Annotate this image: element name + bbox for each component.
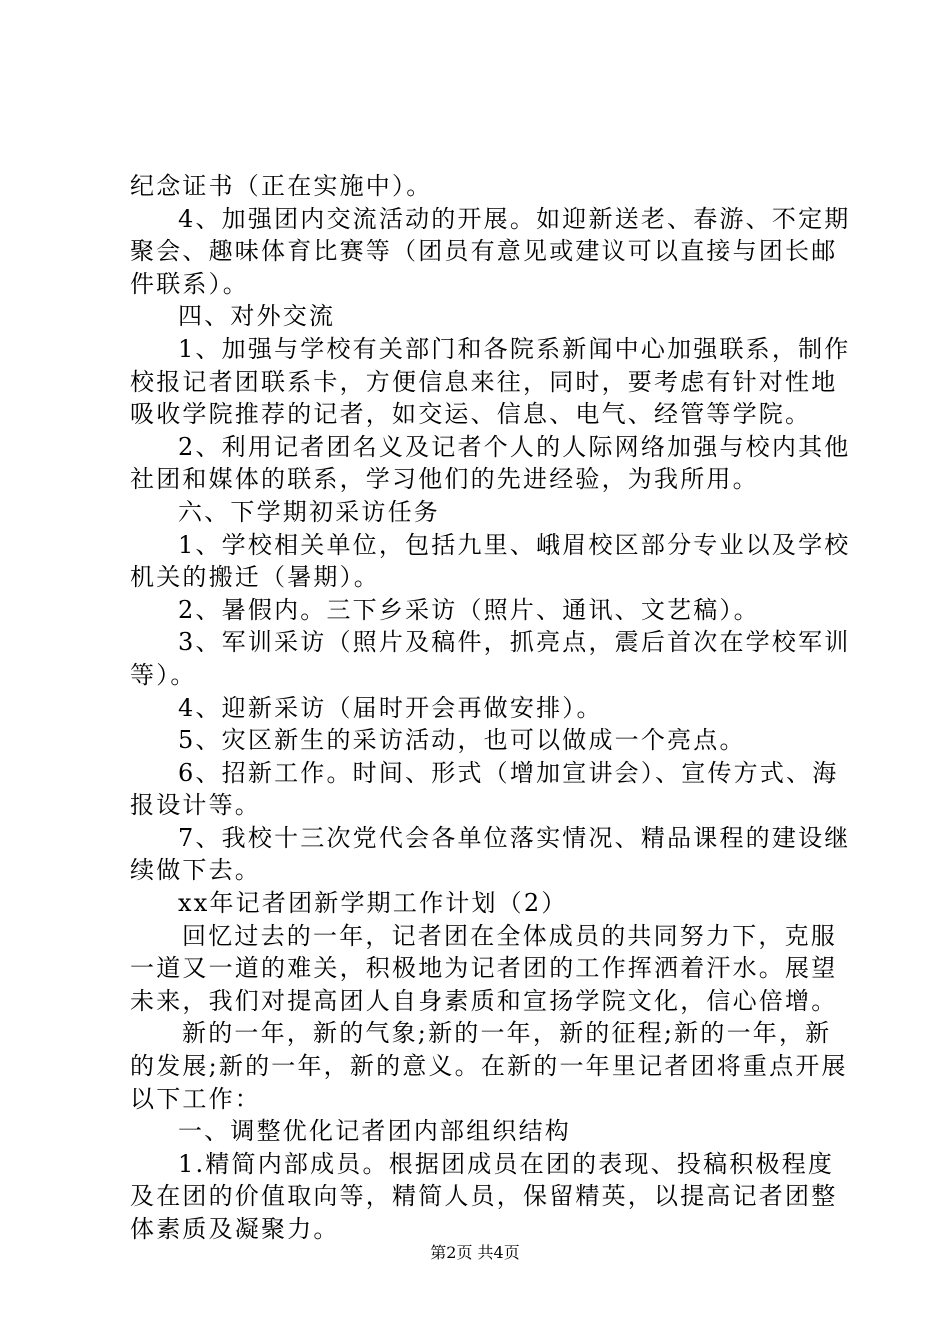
body-line: 报设计等。 bbox=[130, 791, 261, 820]
body-line: 2、暑假内。三下乡采访（照片、通讯、文艺稿）。 bbox=[178, 595, 760, 624]
body-line: 回忆过去的一年，记者团在全体成员的共同努力下，克服 bbox=[182, 921, 837, 950]
body-line: 4、加强团内交流活动的开展。如迎新送老、春游、不定期 bbox=[178, 204, 851, 233]
body-line: 件联系）。 bbox=[130, 269, 249, 298]
section-heading: 四、对外交流 bbox=[178, 302, 336, 331]
body-line: 校报记者团联系卡，方便信息来往，同时，要考虑有针对性地 bbox=[130, 367, 838, 396]
body-line: 及在团的价值取向等，精简人员，保留精英，以提高记者团整 bbox=[130, 1182, 838, 1211]
body-line: 6、招新工作。时间、形式（增加宣讲会）、宣传方式、海 bbox=[178, 758, 839, 787]
body-line: 社团和媒体的联系，学习他们的先进经验，为我所用。 bbox=[130, 465, 759, 494]
body-line: 新的一年，新的气象;新的一年，新的征程;新的一年，新 bbox=[182, 1019, 832, 1048]
body-line: 等）。 bbox=[130, 660, 197, 689]
document-body bbox=[130, 170, 851, 1246]
section-heading: 六、下学期初采访任务 bbox=[178, 497, 440, 526]
body-line: 5、灾区新生的采访活动，也可以做成一个亮点。 bbox=[178, 726, 746, 755]
body-line: 1.精简内部成员。根据团成员在团的表现、投稿积极程度 bbox=[178, 1149, 835, 1178]
body-line: 体素质及凝聚力。 bbox=[130, 1215, 340, 1243]
body-line: 7、我校十三次党代会各单位落实情况、精品课程的建设继 bbox=[178, 823, 851, 852]
body-line: 4、迎新采访（届时开会再做安排）。 bbox=[178, 693, 603, 722]
body-line: 1、学校相关单位，包括九里、峨眉校区部分专业以及学校 bbox=[178, 530, 851, 559]
body-line: 以下工作： bbox=[130, 1084, 261, 1113]
body-line: 续做下去。 bbox=[130, 856, 261, 885]
body-line: 3、军训采访（照片及稿件，抓亮点，震后首次在学校军训 bbox=[178, 628, 851, 657]
body-line: 聚会、趣味体育比赛等（团员有意见或建议可以直接与团长邮 bbox=[130, 237, 838, 266]
body-line: 机关的搬迁（暑期）。 bbox=[130, 563, 380, 592]
body-line: 未来，我们对提高团人自身素质和宣扬学院文化，信心倍增。 bbox=[130, 986, 838, 1015]
body-line: 一道又一道的难关，积极地为记者团的工作挥洒着汗水。展望 bbox=[130, 954, 838, 983]
section-heading: 一、调整优化记者团内部组织结构 bbox=[178, 1117, 571, 1146]
body-line: 1、加强与学校有关部门和各院系新闻中心加强联系，制作 bbox=[178, 334, 851, 363]
body-line: 吸收学院推荐的记者，如交运、信息、电气、经管等学院。 bbox=[130, 400, 812, 429]
body-line: 纪念证书（正在实施中）。 bbox=[130, 172, 433, 200]
body-line: 的发展;新的一年，新的意义。在新的一年里记者团将重点开展 bbox=[130, 1052, 848, 1081]
section-title: xx年记者团新学期工作计划（2） bbox=[178, 889, 568, 918]
page-number-footer: 第2页 共4页 bbox=[430, 1243, 520, 1262]
body-line: 2、利用记者团名义及记者个人的人际网络加强与校内其他 bbox=[178, 432, 851, 461]
